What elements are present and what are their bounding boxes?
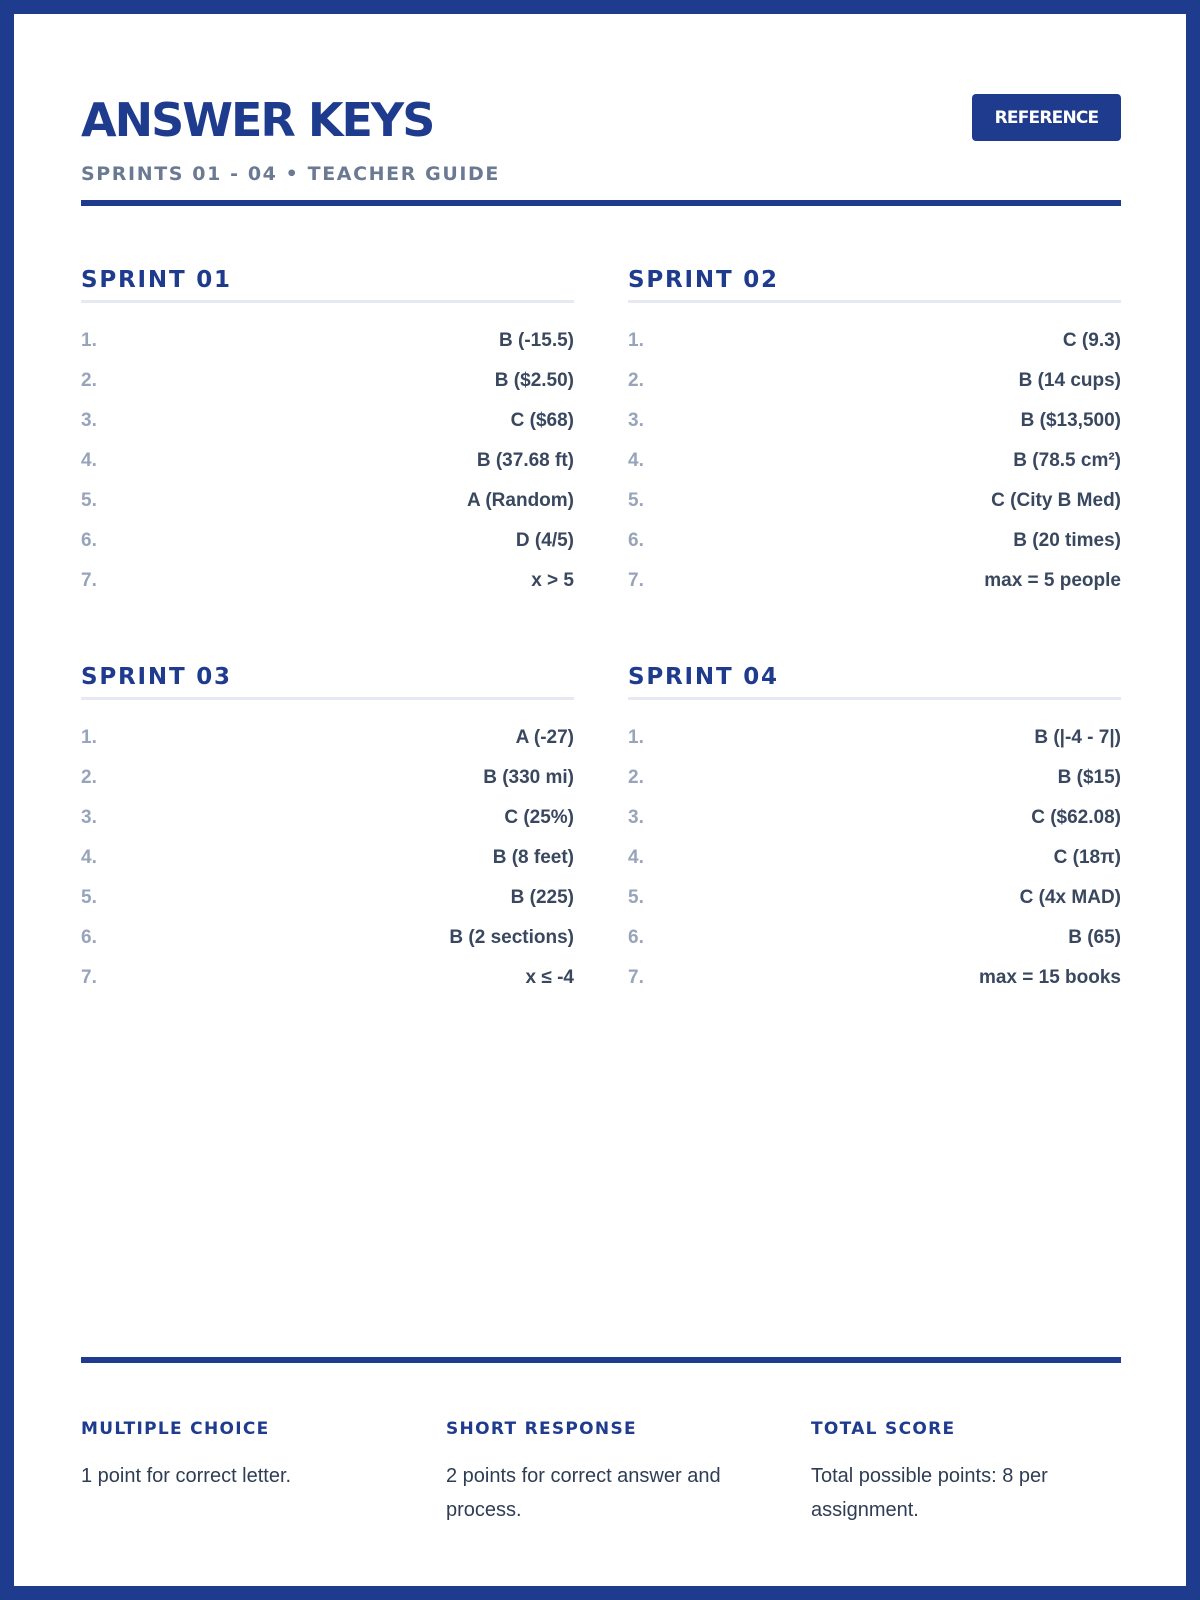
answer-row: [628, 838, 1121, 878]
answer-row: [81, 561, 574, 601]
sprint-title: SPRINT 04: [628, 664, 779, 690]
answer-value: max = 15 books: [978, 967, 1121, 988]
sprint-divider: [628, 697, 1121, 700]
question-number: 7.: [628, 570, 644, 591]
answer-value: C ($68): [510, 410, 574, 431]
question-number: 5.: [81, 490, 97, 511]
scoring-heading: SHORT RESPONSE: [446, 1419, 637, 1439]
sprint-title: SPRINT 01: [81, 267, 232, 293]
answer-row: [81, 718, 574, 758]
answer-row: [81, 361, 574, 401]
answer-value: B ($15): [1057, 767, 1121, 788]
question-number: 2.: [81, 767, 97, 788]
answer-row: [628, 918, 1121, 958]
question-number: 3.: [628, 807, 644, 828]
answer-value: D (4/5): [515, 530, 574, 551]
sprint-section-02: [628, 264, 1121, 601]
question-number: 4.: [81, 847, 97, 868]
question-number: 7.: [81, 570, 97, 591]
page-content: [81, 14, 1121, 1586]
answer-row: [628, 361, 1121, 401]
answer-value: max = 5 people: [984, 570, 1121, 591]
answer-value: C (9.3): [1062, 330, 1121, 351]
answer-row: [81, 758, 574, 798]
answer-row: [628, 798, 1121, 838]
reference-badge: REFERENCE: [972, 94, 1121, 141]
question-number: 4.: [628, 847, 644, 868]
scoring-text: 2 points for correct answer and process.: [446, 1465, 721, 1521]
question-number: 6.: [628, 530, 644, 551]
answer-row: [628, 561, 1121, 601]
answer-value: C (4x MAD): [1019, 887, 1121, 908]
answer-value: C (25%): [504, 807, 574, 828]
answer-row: [81, 401, 574, 441]
question-number: 3.: [81, 807, 97, 828]
answer-key-page: [14, 14, 1186, 1586]
question-number: 3.: [628, 410, 644, 431]
answer-value: B (78.5 cm²): [1013, 450, 1121, 471]
answer-value: B ($2.50): [494, 370, 574, 391]
answer-value: B (14 cups): [1018, 370, 1121, 391]
answer-row: [81, 838, 574, 878]
scoring-total-score: [811, 1419, 1111, 1527]
question-number: 5.: [628, 887, 644, 908]
answer-list: [628, 321, 1121, 601]
answer-list: [81, 718, 574, 998]
answer-value: x ≤ -4: [525, 967, 574, 988]
answer-row: [81, 918, 574, 958]
page-header: [81, 84, 1121, 194]
question-number: 1.: [81, 330, 97, 351]
answer-value: B ($13,500): [1020, 410, 1121, 431]
question-number: 2.: [628, 767, 644, 788]
answer-value: x > 5: [531, 570, 574, 591]
question-number: 6.: [81, 927, 97, 948]
answer-value: A (Random): [467, 490, 574, 511]
answer-row: [81, 481, 574, 521]
answer-row: [81, 321, 574, 361]
answer-row: [628, 321, 1121, 361]
answer-value: B (20 times): [1013, 530, 1121, 551]
scoring-short-response: [446, 1419, 766, 1527]
answer-value: B (225): [510, 887, 574, 908]
header-divider: [81, 200, 1121, 206]
answer-row: [81, 441, 574, 481]
scoring-heading: TOTAL SCORE: [811, 1419, 956, 1439]
question-number: 1.: [628, 727, 644, 748]
answer-row: [628, 718, 1121, 758]
answer-value: A (-27): [515, 727, 574, 748]
scoring-heading: MULTIPLE CHOICE: [81, 1419, 270, 1439]
answer-value: B (8 feet): [492, 847, 574, 868]
answer-value: B (37.68 ft): [476, 450, 574, 471]
sprint-divider: [81, 300, 574, 303]
answer-row: [628, 758, 1121, 798]
answer-value: B (-15.5): [499, 330, 574, 351]
page-subtitle: SPRINTS 01 - 04 • TEACHER GUIDE: [81, 163, 500, 185]
question-number: 7.: [628, 967, 644, 988]
sprint-section-04: [628, 661, 1121, 998]
question-number: 5.: [628, 490, 644, 511]
answer-row: [628, 521, 1121, 561]
sprint-section-01: [81, 264, 574, 601]
answer-value: B (65): [1068, 927, 1121, 948]
answer-row: [628, 958, 1121, 998]
answer-row: [628, 401, 1121, 441]
answer-row: [628, 481, 1121, 521]
answer-row: [81, 798, 574, 838]
sprint-divider: [81, 697, 574, 700]
answer-row: [628, 441, 1121, 481]
sprint-section-03: [81, 661, 574, 998]
page-title: ANSWER KEYS: [81, 93, 434, 147]
answer-value: B (|-4 - 7|): [1034, 727, 1121, 748]
scoring-text: Total possible points: 8 per assignment.: [811, 1465, 1048, 1521]
question-number: 3.: [81, 410, 97, 431]
question-number: 7.: [81, 967, 97, 988]
question-number: 4.: [628, 450, 644, 471]
answer-row: [81, 521, 574, 561]
answer-value: C ($62.08): [1031, 807, 1121, 828]
question-number: 6.: [81, 530, 97, 551]
question-number: 2.: [628, 370, 644, 391]
question-number: 6.: [628, 927, 644, 948]
question-number: 1.: [81, 727, 97, 748]
answer-value: B (2 sections): [449, 927, 574, 948]
answer-value: C (City B Med): [991, 490, 1121, 511]
sprint-title: SPRINT 02: [628, 267, 779, 293]
answer-row: [81, 958, 574, 998]
answer-row: [628, 878, 1121, 918]
sprint-divider: [628, 300, 1121, 303]
scoring-multiple-choice: [81, 1419, 401, 1493]
scoring-text: 1 point for correct letter.: [81, 1465, 292, 1487]
answer-list: [81, 321, 574, 601]
answer-list: [628, 718, 1121, 998]
question-number: 5.: [81, 887, 97, 908]
sprint-title: SPRINT 03: [81, 664, 232, 690]
answer-value: B (330 mi): [483, 767, 574, 788]
answer-row: [81, 878, 574, 918]
footer-divider: [81, 1357, 1121, 1363]
answer-value: C (18π): [1053, 847, 1121, 868]
question-number: 4.: [81, 450, 97, 471]
question-number: 1.: [628, 330, 644, 351]
question-number: 2.: [81, 370, 97, 391]
